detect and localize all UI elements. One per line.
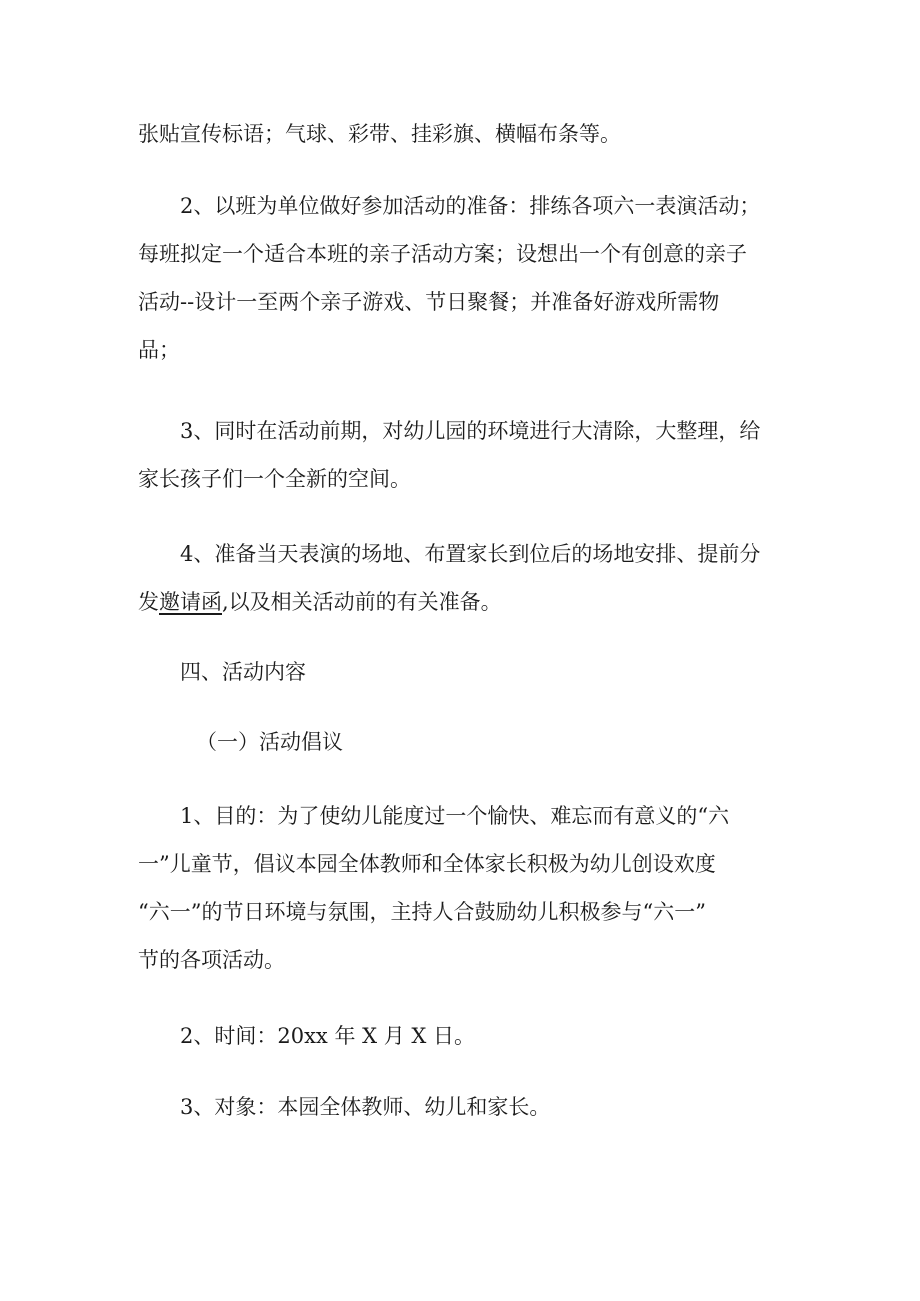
- invitation-link[interactable]: 邀请函: [159, 590, 222, 614]
- text-line: 节的各项活动。: [138, 948, 285, 972]
- text-line: 一”儿童节，倡议本园全体教师和全体家长积极为幼儿创设欢度: [138, 852, 716, 876]
- text-line: 3、对象：本园全体教师、幼儿和家长。: [180, 1095, 551, 1119]
- paragraph-audience: [138, 1083, 788, 1131]
- paragraph-purpose: [138, 792, 788, 984]
- text-line: 张贴宣传标语；气球、彩带、挂彩旗、横幅布条等。: [138, 122, 621, 146]
- text-fragment: 发: [138, 590, 159, 614]
- subsection-title: （一）活动倡议: [196, 730, 343, 754]
- text-line: [138, 578, 788, 626]
- text-line: 4、准备当天表演的场地、布置家长到位后的场地安排、提前分: [180, 542, 761, 566]
- paragraph-item-3: [138, 407, 788, 503]
- section-title: 四、活动内容: [180, 660, 306, 684]
- paragraph-time: [138, 1012, 788, 1060]
- text-line: 每班拟定一个适合本班的亲子活动方案；设想出一个有创意的亲子: [138, 242, 747, 266]
- text-fragment: ,以及相关活动前的有关准备。: [222, 590, 502, 614]
- paragraph-item-4: [138, 530, 788, 626]
- paragraph-decorations: [138, 110, 788, 158]
- text-line: 3、同时在活动前期，对幼儿园的环境进行大清除，大整理，给: [180, 419, 761, 443]
- text-line: “六一”的节日环境与氛围，主持人合鼓励幼儿积极参与“六一”: [138, 900, 706, 924]
- text-line: 2、以班为单位做好参加活动的准备：排练各项六一表演活动；: [180, 194, 761, 218]
- subsection-heading: [138, 718, 788, 766]
- text-line: 活动--设计一至两个亲子游戏、节日聚餐；并准备好游戏所需物: [138, 290, 720, 314]
- text-line: 2、时间：20xx 年 X 月 X 日。: [180, 1024, 476, 1048]
- section-heading: [138, 648, 788, 696]
- text-line: 1、目的：为了使幼儿能度过一个愉快、难忘而有意义的“六: [180, 804, 730, 828]
- text-line: 品；: [138, 338, 180, 362]
- text-line: 家长孩子们一个全新的空间。: [138, 467, 411, 491]
- paragraph-item-2: [138, 182, 788, 374]
